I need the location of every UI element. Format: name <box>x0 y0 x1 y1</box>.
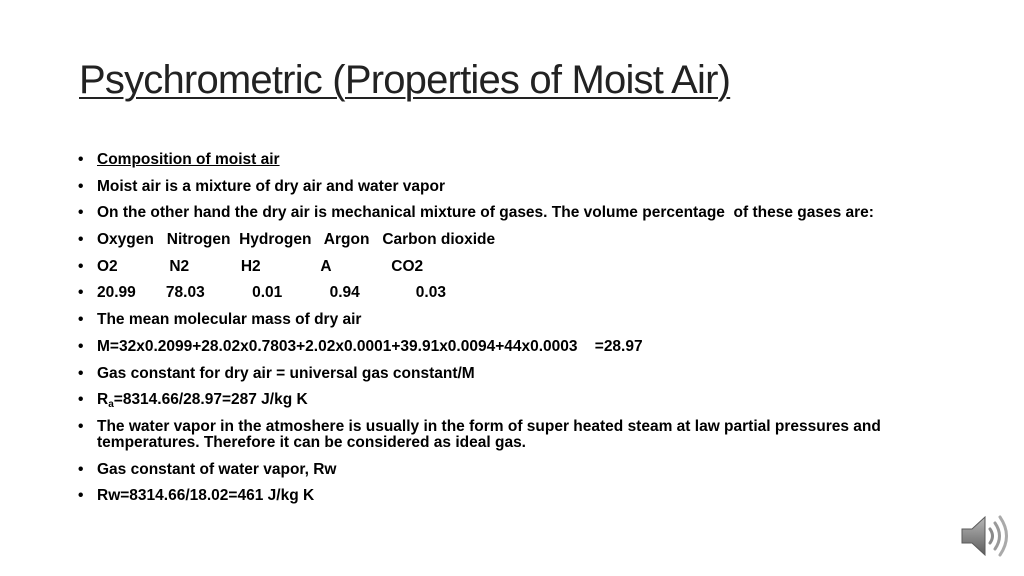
bullet-gas-constant-dry-air <box>78 366 968 382</box>
ra-subscript: a <box>108 399 114 411</box>
slide-title: Psychrometric (Properties of Moist Air) <box>79 58 731 102</box>
bullet-text: Gas constant of water vapor, Rw <box>97 460 337 478</box>
bullet-rw-equation <box>78 488 968 504</box>
bullet-list <box>78 152 968 515</box>
bullet-text: 20.99 78.03 0.01 0.94 0.03 <box>97 284 446 302</box>
bullet-gas-formulas <box>78 259 968 275</box>
bullet-gas-names <box>78 232 968 248</box>
bullet-ra-equation <box>78 391 968 411</box>
bullet-gas-percentages <box>78 285 968 301</box>
bullet-text: On the other hand the dry air is mechanical mixture of gases. The volume percentage of these gases are: <box>97 204 874 222</box>
bullet-text: M=32x0.2099+28.02x0.7803+2.02x0.0001+39.91x0.0094+44x0.0003 =28.97 <box>97 337 643 355</box>
bullet-moist-air-mixture <box>78 179 968 195</box>
bullet-mean-molecular-mass <box>78 312 968 328</box>
ra-symbol: R <box>97 391 109 409</box>
bullet-gas-constant-water-vapor <box>78 462 968 478</box>
bullet-composition-heading <box>78 152 968 168</box>
bullet-molecular-mass-equation <box>78 339 968 355</box>
bullet-text: Gas constant for dry air = universal gas constant/M <box>97 364 475 382</box>
bullet-text: Composition of moist air <box>97 151 280 168</box>
bullet-text: Moist air is a mixture of dry air and water vapor <box>97 177 445 195</box>
ra-rest: =8314.66/28.97=287 J/kg K <box>113 391 308 409</box>
speaker-icon[interactable] <box>958 512 1014 560</box>
bullet-text: Oxygen Nitrogen Hydrogen Argon Carbon dioxide <box>97 231 496 249</box>
bullet-water-vapor-ideal-gas <box>78 419 968 451</box>
bullet-text: O2 N2 H2 A CO2 <box>97 257 424 275</box>
bullet-text: Rw=8314.66/18.02=461 J/kg K <box>97 487 315 505</box>
bullet-text: The mean molecular mass of dry air <box>97 311 362 329</box>
bullet-text: The water vapor in the atmoshere is usually in the form of super heated steam at law partial pressures and temperatures. Therefore it can be considered as ideal gas. <box>97 417 881 451</box>
bullet-dry-air-gases <box>78 205 968 221</box>
